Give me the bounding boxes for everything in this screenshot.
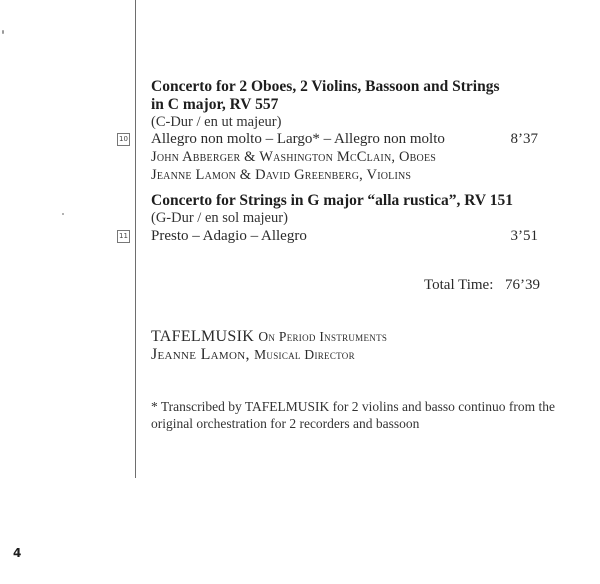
vertical-rule — [135, 0, 136, 478]
work-1-subtitle: (C-Dur / en ut majeur) — [151, 114, 282, 130]
footnote-line1: * Transcribed by TAFELMUSIK for 2 violins and basso continuo from the — [151, 399, 556, 414]
work-1-duration: 8’37 — [510, 131, 538, 147]
total-time-label: Total Time: — [424, 277, 494, 293]
work-2-title: Concerto for Strings in G major “alla rustica”, RV 151 — [151, 192, 513, 209]
work-1-title-line1: Concerto for 2 Oboes, 2 Violins, Bassoon and Strings — [151, 78, 500, 95]
total-time-value: 76’39 — [505, 277, 540, 293]
work-1-movements: Allegro non molto – Largo* – Allegro non molto — [151, 131, 445, 147]
work-1-title-line2: in C major, RV 557 — [151, 96, 279, 113]
work-1-performers-violins: Jeanne Lamon & David Greenberg, Violins — [151, 167, 412, 183]
scan-speck — [2, 30, 4, 34]
work-2-subtitle: (G-Dur / en sol majeur) — [151, 210, 288, 226]
work-1-performers-oboes: John Abberger & Washington McClain, Oboes — [151, 149, 437, 165]
footnote-line2: original orchestration for 2 recorders and bassoon — [151, 416, 420, 431]
work-2-duration: 3’51 — [510, 228, 538, 244]
work-2-movements: Presto – Adagio – Allegro — [151, 228, 307, 244]
track-number-badge: 11 — [117, 230, 130, 243]
track-number-badge: 10 — [117, 133, 130, 146]
ensemble-suffix: On Period Instruments — [258, 329, 388, 344]
ensemble-name: TAFELMUSIK — [151, 328, 255, 345]
page-number: 4 — [13, 546, 22, 560]
scan-speck — [62, 213, 64, 215]
director-line — [151, 346, 355, 364]
director-role: Musical Director — [254, 347, 355, 362]
director-name: Jeanne Lamon, — [151, 346, 250, 363]
ensemble-line — [151, 328, 387, 346]
